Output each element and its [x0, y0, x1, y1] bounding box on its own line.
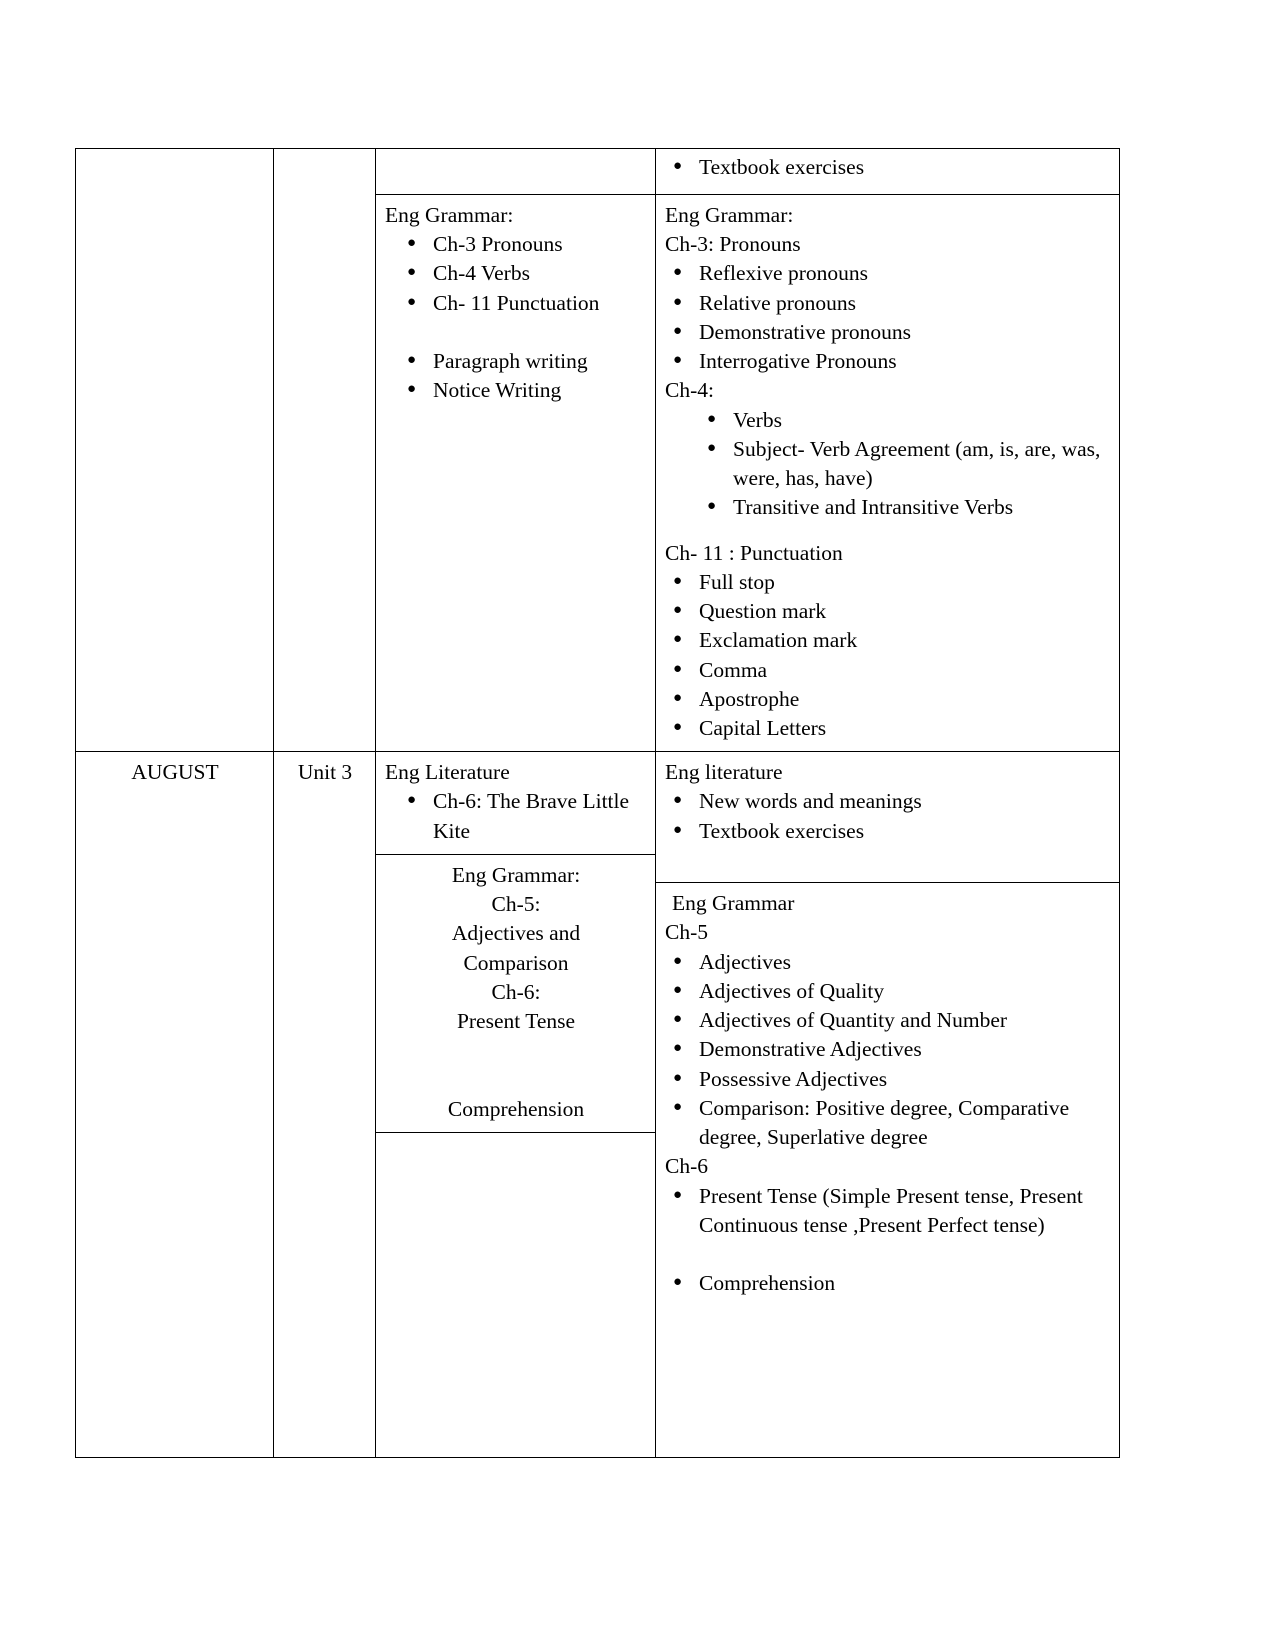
- detail-ch4-heading: Ch-4:: [665, 378, 714, 403]
- month-label: AUGUST: [131, 760, 219, 785]
- list-gap: [385, 318, 647, 347]
- unit-cell: [274, 149, 376, 752]
- list-gap: [665, 523, 1111, 539]
- topic-cell: [376, 149, 656, 752]
- list-item: ● Transitive and Intransitive Verbs: [665, 493, 1111, 522]
- list-item: ● Adjectives of Quality: [665, 977, 1111, 1006]
- syllabus-table: [75, 148, 1120, 1458]
- list-item: ● Demonstrative Adjectives: [665, 1035, 1111, 1064]
- topic-line: Adjectives and: [451, 921, 581, 946]
- list-item: ● Present Tense (Simple Present tense, Present Continuous tense ,Present Perfect tense): [665, 1182, 1111, 1240]
- topic-line: Eng Grammar:: [451, 862, 581, 887]
- topic-subcell-grammar: [376, 195, 655, 414]
- detail-subtable: [656, 149, 1119, 751]
- detail-subtable: [656, 752, 1119, 1306]
- topic-subtable: [376, 752, 655, 1176]
- list-item: ● Verbs: [665, 406, 1111, 435]
- detail-cell: [656, 752, 1120, 1458]
- list-item: ● Capital Letters: [665, 714, 1111, 743]
- list-item: ● Notice Writing: [385, 376, 647, 405]
- detail-comprehension-list: [665, 1269, 1111, 1298]
- list-item: ● Ch-6: The Brave Little Kite: [385, 787, 647, 845]
- detail-ch6-heading: Ch-6: [665, 1154, 708, 1179]
- list-item: ● Ch-3 Pronouns: [385, 230, 647, 259]
- list-item: ● Comma: [665, 656, 1111, 685]
- topic-subcell-literature: [376, 752, 655, 854]
- topic-line: Ch-5:: [491, 892, 541, 917]
- detail-ch5-heading: Ch-5: [665, 920, 708, 945]
- detail-literature-list: [665, 787, 1111, 845]
- detail-subcell-grammar: [656, 195, 1119, 752]
- list-item: ● New words and meanings: [665, 787, 1111, 816]
- list-item: ● Ch-4 Verbs: [385, 259, 647, 288]
- detail-cell: [656, 149, 1120, 752]
- topic-subcell-blank: [376, 149, 655, 195]
- detail-literature-heading: Eng literature: [665, 760, 783, 785]
- list-item: ● Exclamation mark: [665, 626, 1111, 655]
- list-item: ● Ch- 11 Punctuation: [385, 289, 647, 318]
- topic-literature-heading: Eng Literature: [385, 760, 510, 785]
- detail-ch6-list: [665, 1182, 1111, 1240]
- unit-label: Unit 3: [297, 760, 353, 785]
- detail-subcell-literature: [656, 752, 1119, 883]
- list-item: ● Textbook exercises: [665, 817, 1111, 846]
- list-item: ● Comparison: Positive degree, Comparative degree, Superlative degree: [665, 1094, 1111, 1152]
- month-cell: [76, 752, 274, 1458]
- list-item: ● Question mark: [665, 597, 1111, 626]
- list-item: ● Adjectives: [665, 948, 1111, 977]
- detail-ch3-list: [665, 259, 1111, 376]
- detail-grammar-heading: Eng Grammar:: [665, 203, 794, 227]
- list-gap: [665, 1240, 1111, 1269]
- list-item: ● Adjectives of Quantity and Number: [665, 1006, 1111, 1035]
- detail-textbook-list: [665, 153, 1111, 182]
- topic-line: Present Tense: [456, 1009, 576, 1034]
- list-item: ● Reflexive pronouns: [665, 259, 1111, 288]
- list-item: ● Paragraph writing: [385, 347, 647, 376]
- topic-literature-list: [385, 787, 647, 845]
- topic-subcell-blank: [376, 1133, 655, 1177]
- list-item: ● Textbook exercises: [665, 153, 1111, 182]
- detail-ch11-list: [665, 568, 1111, 743]
- detail-grammar-heading: Eng Grammar: [672, 891, 795, 916]
- table-row: [76, 149, 1120, 752]
- list-item: ● Relative pronouns: [665, 289, 1111, 318]
- list-item: ● Full stop: [665, 568, 1111, 597]
- detail-ch3-heading: Ch-3: Pronouns: [665, 232, 801, 257]
- topic-subcell-grammar-centered: [376, 854, 655, 1132]
- list-item: ● Apostrophe: [665, 685, 1111, 714]
- list-item: ● Possessive Adjectives: [665, 1065, 1111, 1094]
- topic-grammar-heading: Eng Grammar:: [385, 203, 514, 227]
- detail-subcell-grammar-aug: [656, 883, 1119, 1307]
- detail-ch4-list: [665, 406, 1111, 523]
- topic-cell: [376, 752, 656, 1458]
- topic-line: Ch-6:: [491, 979, 541, 1004]
- table-row: [76, 752, 1120, 1458]
- topic-grammar-list: [385, 230, 647, 318]
- detail-ch5-list: [665, 948, 1111, 1153]
- month-cell: [76, 149, 274, 752]
- list-item: ● Subject- Verb Agreement (am, is, are, was, were, has, have): [665, 435, 1111, 493]
- list-item: ● Comprehension: [665, 1269, 1111, 1298]
- detail-ch11-heading: Ch- 11 : Punctuation: [665, 540, 843, 565]
- topic-writing-list: [385, 347, 647, 405]
- detail-subcell-textbook: [656, 149, 1119, 195]
- list-item: ● Interrogative Pronouns: [665, 347, 1111, 376]
- unit-cell: [274, 752, 376, 1458]
- topic-line-comprehension: Comprehension: [447, 1096, 585, 1121]
- topic-subtable: [376, 149, 655, 413]
- topic-line: Comparison: [463, 950, 569, 975]
- list-item: ● Demonstrative pronouns: [665, 318, 1111, 347]
